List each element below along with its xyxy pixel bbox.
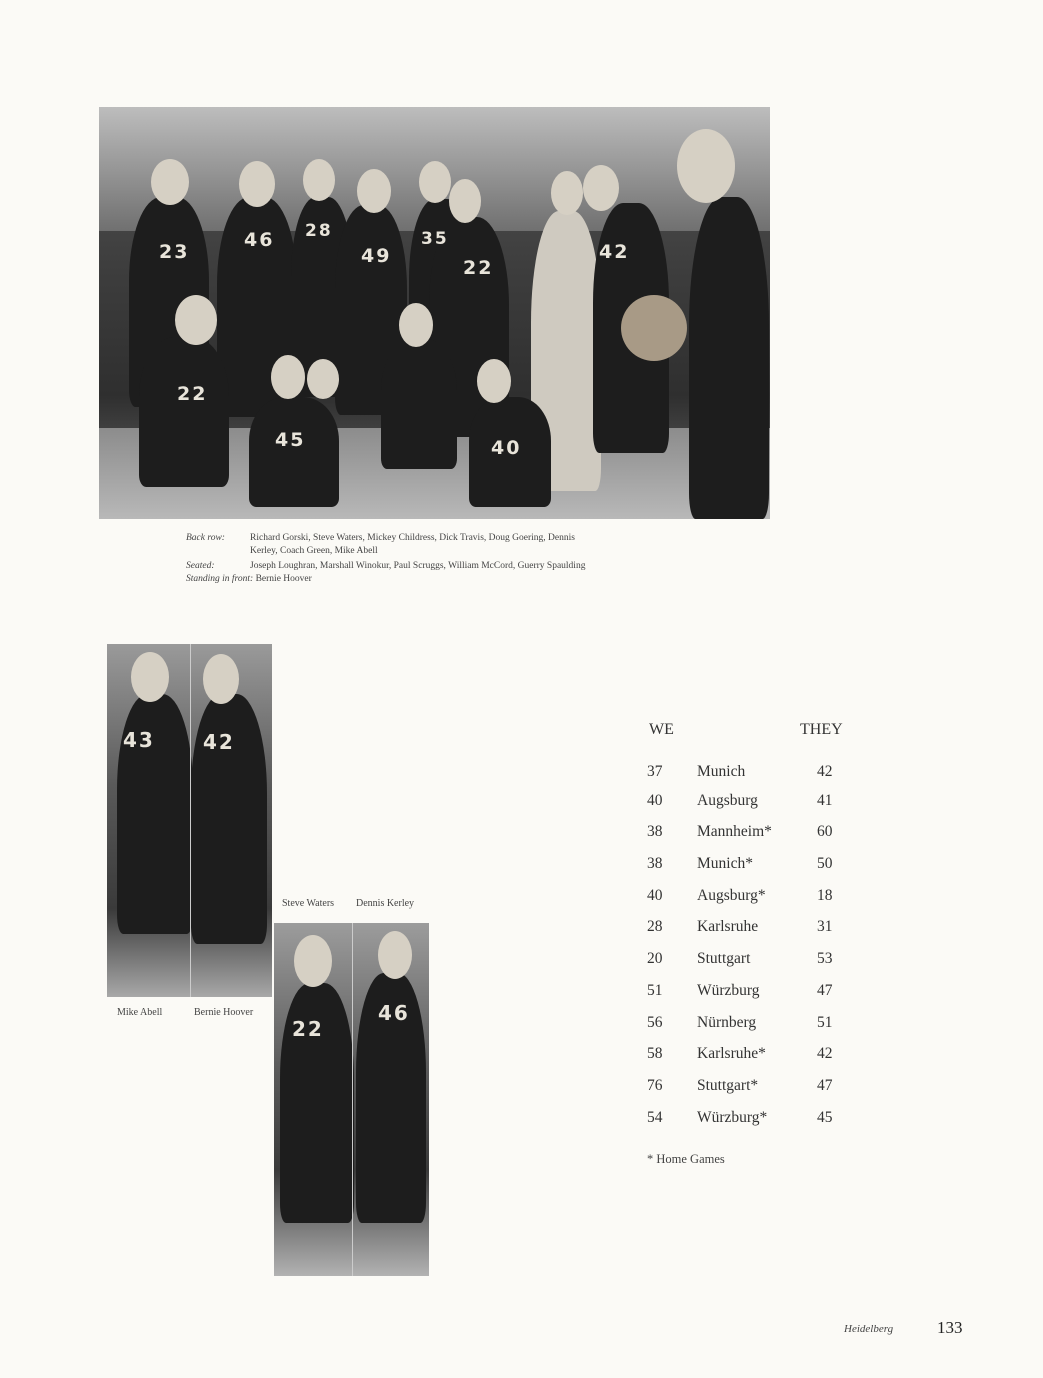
caption-bernie-hoover: Bernie Hoover	[194, 1007, 254, 1018]
jersey-number: 49	[361, 245, 392, 267]
opponent: Würzburg*	[697, 1109, 768, 1126]
jersey-number: 43	[123, 728, 155, 752]
player-figure	[249, 397, 339, 507]
seated-label: Seated:	[186, 561, 215, 571]
caption-dennis-kerley: Dennis Kerley	[356, 898, 415, 909]
caption-steve-waters: Steve Waters	[282, 898, 335, 909]
schedule-row	[647, 918, 847, 948]
schedule-row	[647, 792, 847, 822]
back-row-line1: Richard Gorski, Steve Waters, Mickey Childress, Dick Travis, Doug Goering, Dennis	[250, 533, 575, 543]
player-head	[239, 161, 275, 207]
player-head	[399, 303, 433, 347]
player-figure	[381, 339, 457, 469]
schedule-row	[647, 950, 847, 980]
score-they: 47	[817, 1077, 833, 1094]
score-we: 20	[647, 950, 663, 967]
player-head	[303, 159, 335, 201]
score-they: 18	[817, 887, 833, 904]
opponent: Augsburg	[697, 792, 758, 809]
opponent: Stuttgart	[697, 950, 751, 967]
score-they: 51	[817, 1014, 833, 1031]
schedule-row	[647, 763, 847, 793]
caption-standing	[186, 573, 706, 586]
player-head	[271, 355, 305, 399]
jersey-number: 22	[177, 383, 208, 405]
score-we: 38	[647, 823, 663, 840]
player-head	[583, 165, 619, 211]
jersey-number: 46	[378, 1001, 410, 1025]
team-photo	[99, 107, 770, 519]
page-number: 133	[937, 1318, 963, 1337]
score-they: 31	[817, 918, 833, 935]
player-head	[477, 359, 511, 403]
photo-divider	[190, 644, 191, 997]
score-we: 37	[647, 763, 663, 780]
jersey-number: 45	[275, 429, 306, 451]
player-head	[357, 169, 391, 213]
jersey-number: 22	[463, 257, 494, 279]
back-row-names	[250, 532, 575, 557]
opponent: Stuttgart*	[697, 1077, 759, 1094]
caption-back-row	[186, 532, 706, 557]
player-head	[175, 295, 217, 345]
score-we: 40	[647, 887, 663, 904]
player-head	[677, 129, 735, 203]
player-figure	[139, 337, 229, 487]
score-they: 41	[817, 792, 833, 809]
player-head	[294, 935, 332, 987]
player-head	[131, 652, 169, 702]
caption-seated	[186, 560, 706, 573]
opponent: Augsburg*	[697, 887, 766, 904]
score-we: 54	[647, 1109, 663, 1126]
back-row-line2: Kerley, Coach Green, Mike Abell	[250, 545, 378, 556]
footer-school-name: Heidelberg	[844, 1323, 894, 1335]
jersey-number: 42	[203, 730, 235, 754]
opponent: Munich	[697, 763, 746, 780]
schedule-row	[647, 1045, 847, 1075]
player-head	[203, 654, 239, 704]
standing-label: Standing in front:	[186, 573, 254, 584]
score-we: 51	[647, 982, 663, 999]
schedule-row	[647, 1109, 847, 1139]
coach-head	[551, 171, 583, 215]
schedule-row	[647, 982, 847, 1012]
score-we: 56	[647, 1014, 663, 1031]
jersey-number: 28	[305, 221, 333, 241]
jersey-number: 42	[599, 241, 630, 263]
score-we: 76	[647, 1077, 663, 1094]
jersey-number: 40	[491, 437, 522, 459]
opponent: Mannheim*	[697, 823, 772, 840]
back-row-label: Back row:	[186, 533, 225, 543]
schedule-header-we: WE	[649, 721, 674, 738]
player-figure	[689, 197, 769, 519]
schedule-header-they: THEY	[800, 721, 843, 738]
jersey-number: 23	[159, 241, 190, 263]
team-photo-caption	[186, 532, 706, 585]
home-games-note: * Home Games	[647, 1152, 725, 1166]
score-they: 42	[817, 1045, 833, 1062]
score-we: 40	[647, 792, 663, 809]
player-head	[307, 359, 339, 399]
jersey-number: 46	[244, 229, 275, 251]
standing-names: Bernie Hoover	[255, 573, 312, 584]
schedule-row	[647, 1014, 847, 1044]
player-head	[419, 161, 451, 203]
player-head	[378, 931, 412, 979]
photo-divider	[352, 923, 353, 1276]
score-they: 47	[817, 982, 833, 999]
score-they: 45	[817, 1109, 833, 1126]
score-we: 38	[647, 855, 663, 872]
opponent: Nürnberg	[697, 1014, 757, 1031]
opponent: Karlsruhe	[697, 918, 759, 935]
schedule-row	[647, 855, 847, 885]
pair-photo-2	[274, 923, 429, 1276]
jersey-number: 22	[292, 1017, 324, 1041]
score-we: 58	[647, 1045, 663, 1062]
jersey-number: 35	[421, 229, 449, 249]
seated-names: Joseph Loughran, Marshall Winokur, Paul Scruggs, William McCord, Guerry Spaulding	[250, 561, 586, 571]
opponent: Karlsruhe*	[697, 1045, 766, 1062]
pair-photo-1	[107, 644, 272, 997]
opponent: Munich*	[697, 855, 753, 872]
caption-mike-abell: Mike Abell	[117, 1007, 163, 1018]
score-they: 60	[817, 823, 833, 840]
score-they: 42	[817, 763, 833, 780]
score-we: 28	[647, 918, 663, 935]
schedule-row	[647, 887, 847, 917]
schedule-row	[647, 1077, 847, 1107]
score-they: 53	[817, 950, 833, 967]
basketball	[621, 295, 687, 361]
player-head	[449, 179, 481, 223]
player-head	[151, 159, 189, 205]
schedule-row	[647, 823, 847, 853]
score-they: 50	[817, 855, 833, 872]
opponent: Würzburg	[697, 982, 760, 999]
